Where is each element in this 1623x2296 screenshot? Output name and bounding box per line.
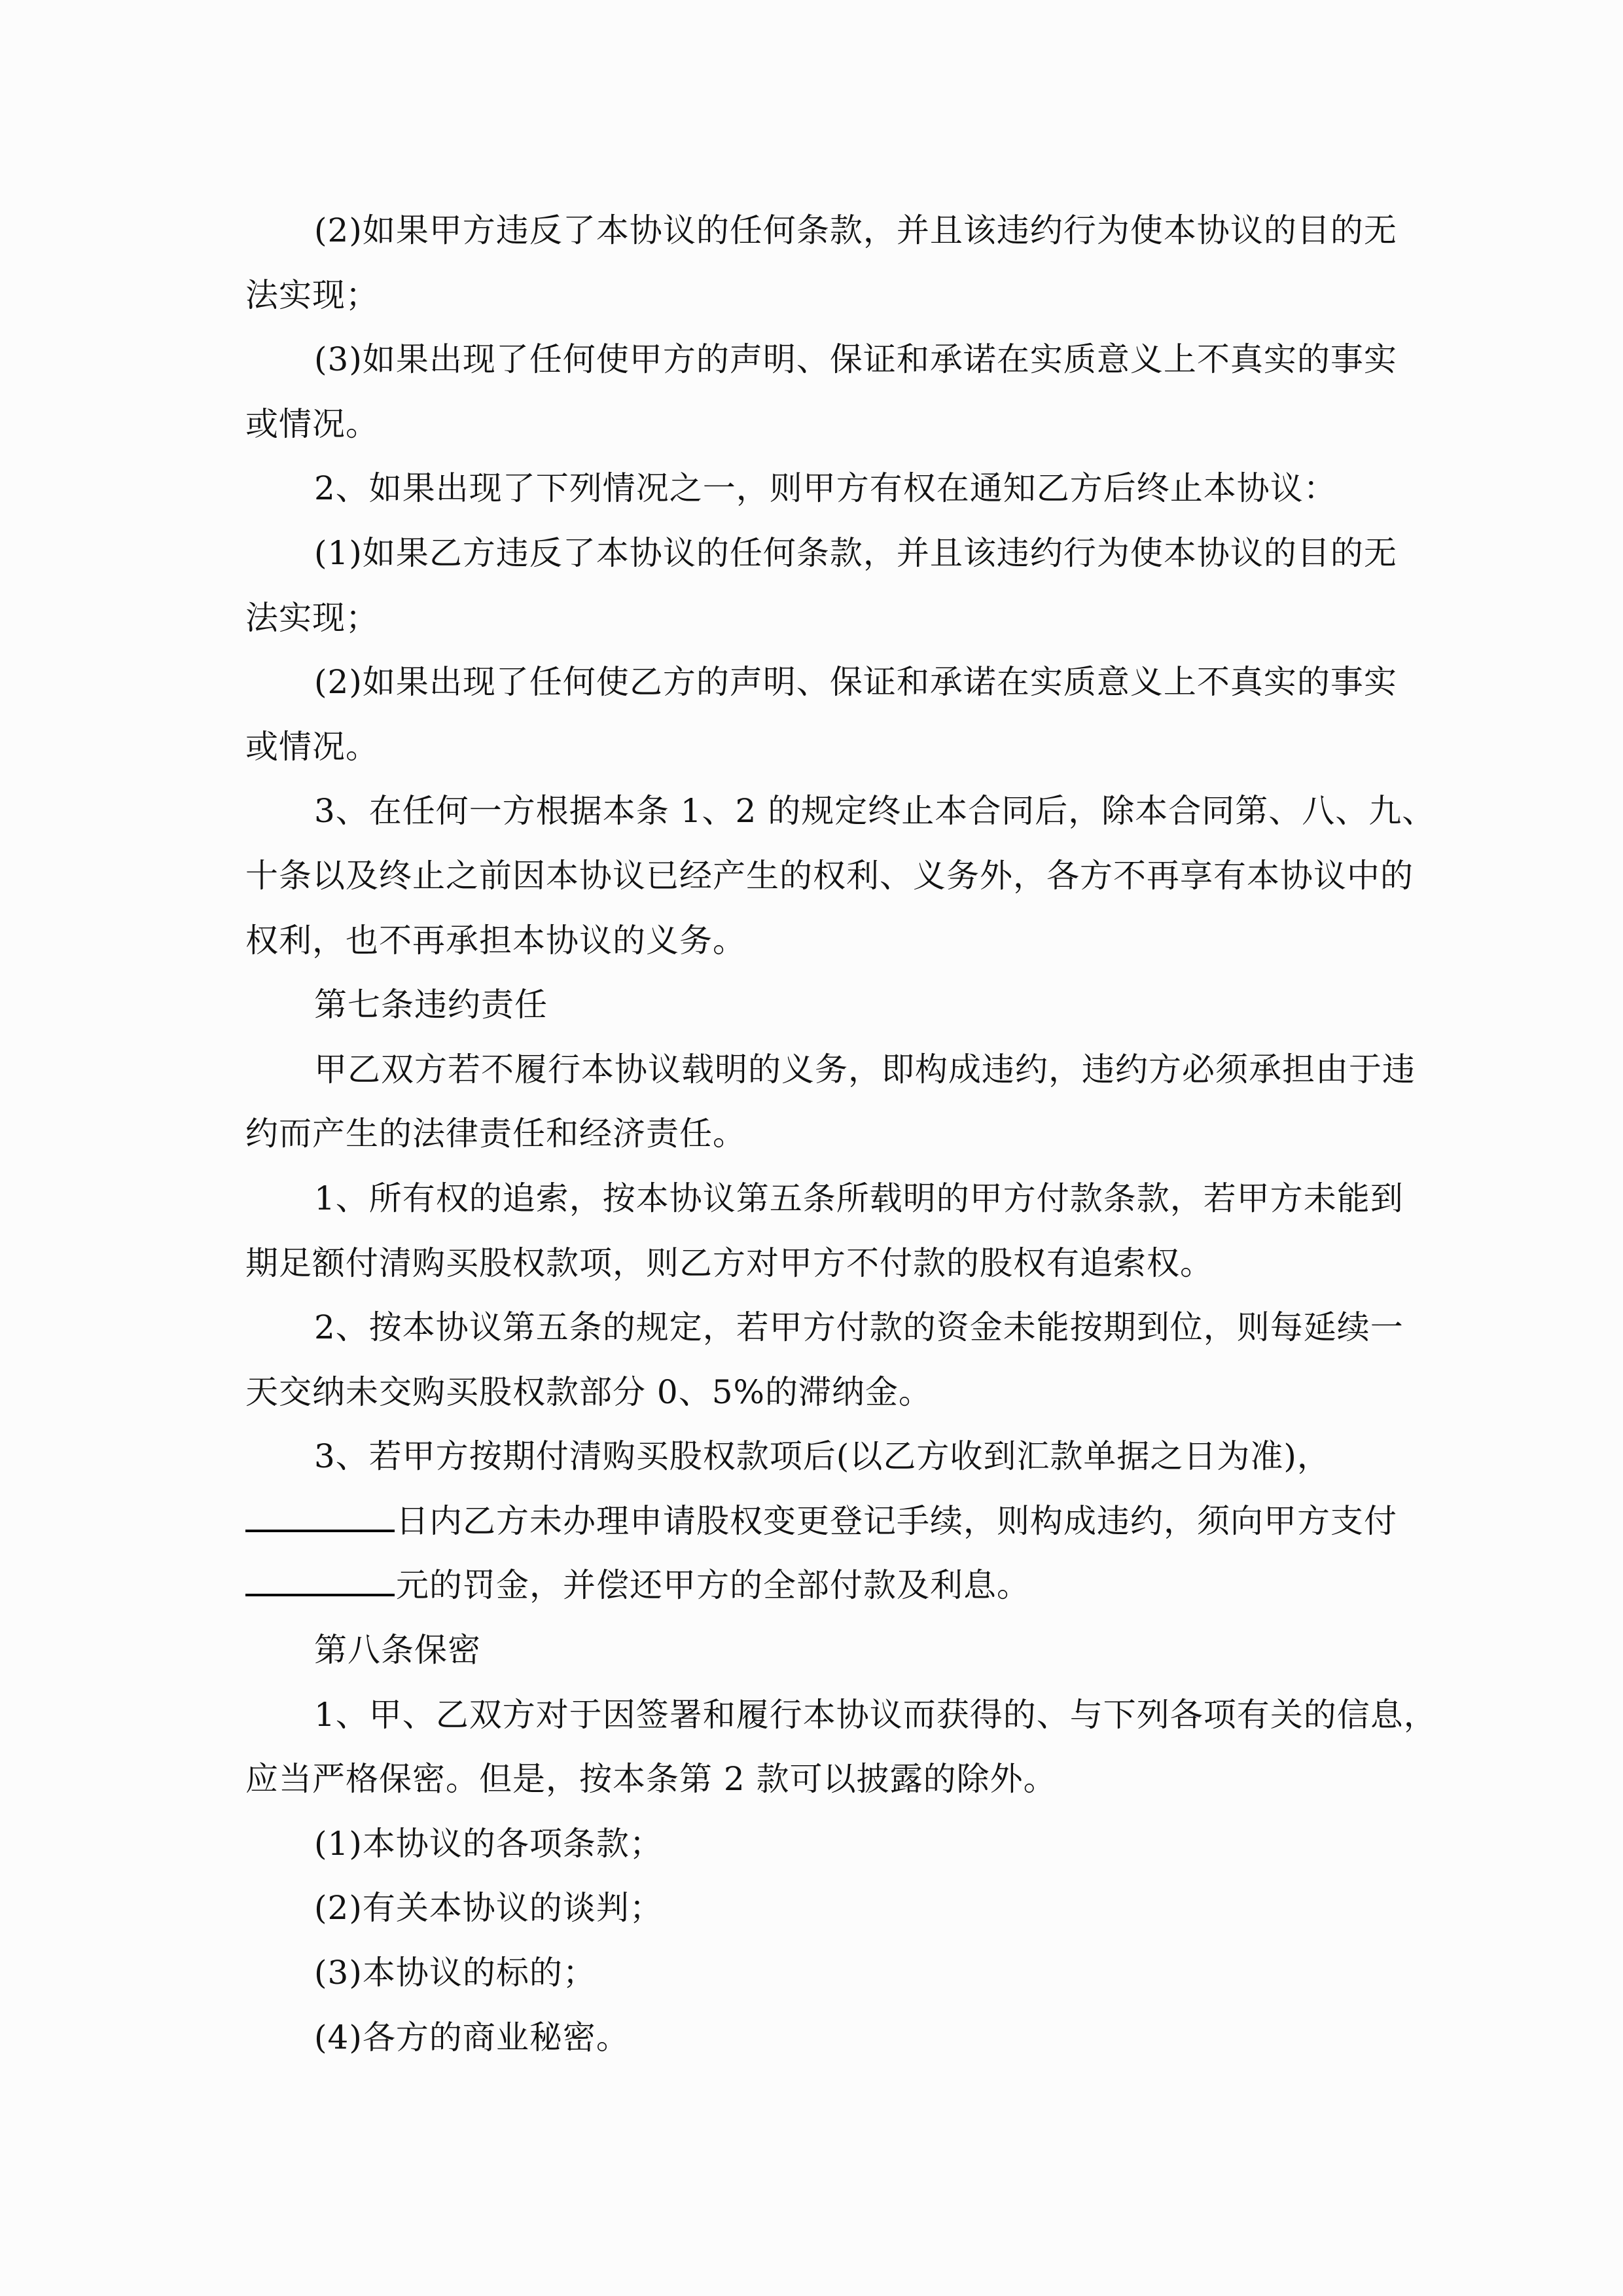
text-line — [245, 1360, 1417, 1425]
text-line-content: 或情况。 — [245, 727, 379, 766]
text-line-content: 1、甲、乙双方对于因签署和履行本协议而获得的、与下列各项有关的信息， — [314, 1695, 1437, 1734]
text-line-content: 法实现； — [245, 276, 379, 314]
text-line — [245, 1037, 1417, 1102]
text-line — [245, 456, 1417, 521]
text-line-content: 约而产生的法律责任和经济责任。 — [245, 1115, 746, 1153]
text-line — [245, 779, 1436, 844]
text-line — [245, 1424, 1417, 1489]
fill-in-blank — [245, 1594, 395, 1596]
text-line — [245, 198, 1417, 263]
text-line-content: (1)本协议的各项条款； — [314, 1824, 663, 1863]
text-line — [245, 1102, 1417, 1166]
text-line — [245, 973, 1417, 1037]
text-line-content: (2)如果甲方违反了本协议的任何条款，并且该违约行为使本协议的目的无 — [314, 211, 1397, 249]
text-line — [245, 1747, 1417, 1812]
text-line — [245, 844, 1417, 908]
text-line-content: 3、若甲方按期付清购买股权款项后(以乙方收到汇款单据之日为准)， — [314, 1437, 1330, 1476]
text-line — [245, 2005, 1417, 2070]
text-line — [245, 263, 1417, 328]
text-line-content: 期足额付清购买股权款项，则乙方对甲方不付款的股权有追索权。 — [245, 1244, 1213, 1282]
text-line — [245, 1618, 1417, 1683]
text-line — [245, 1231, 1417, 1296]
text-line — [245, 1812, 1417, 1876]
text-line — [245, 521, 1417, 586]
text-line — [245, 1295, 1417, 1360]
text-line-content: 2、按本协议第五条的规定，若甲方付款的资金未能按期到位，则每延续一 — [314, 1308, 1404, 1347]
text-line-content: (2)如果出现了任何使乙方的声明、保证和承诺在实质意义上不真实的事实 — [314, 663, 1397, 702]
text-line — [245, 1166, 1417, 1231]
text-line-content: 应当严格保密。但是，按本条第 2 款可以披露的除外。 — [245, 1760, 1057, 1799]
text-line-content: 法实现； — [245, 598, 379, 637]
text-line-content: 甲乙双方若不履行本协议载明的义务，即构成违约，违约方必须承担由于违 — [314, 1050, 1416, 1088]
text-line-content: 第七条违约责任 — [314, 986, 548, 1024]
text-line-content: (3)本协议的标的； — [314, 1954, 596, 1992]
text-line — [245, 1876, 1417, 1941]
text-line-content: 或情况。 — [245, 404, 379, 443]
text-line-content: (2)有关本协议的谈判； — [314, 1889, 663, 1928]
text-line-content: 3、在任何一方根据本条 1、2 的规定终止本合同后，除本合同第、八、九、 — [314, 792, 1436, 831]
document-body — [245, 198, 1437, 2070]
text-line — [245, 392, 1417, 457]
text-line-content: 日内乙方未办理申请股权变更登记手续，则构成违约，须向甲方支付 — [396, 1501, 1397, 1540]
text-line-content: 天交纳未交购买股权款部分 0、5%的滞纳金。 — [245, 1372, 933, 1411]
text-line-content: 1、所有权的追索，按本协议第五条所载明的甲方付款条款，若甲方未能到 — [314, 1179, 1404, 1217]
text-line-content: 2、如果出现了下列情况之一，则甲方有权在通知乙方后终止本协议： — [314, 469, 1337, 508]
text-line — [245, 1553, 1417, 1618]
text-line — [245, 327, 1417, 392]
text-line — [245, 650, 1417, 715]
text-line-content: 十条以及终止之前因本协议已经产生的权利、义务外，各方不再享有本协议中的 — [245, 856, 1414, 895]
text-line — [245, 586, 1417, 651]
text-line — [245, 908, 1417, 973]
text-line-content: (4)各方的商业秘密。 — [314, 2018, 630, 2056]
fill-in-blank — [245, 1530, 395, 1532]
text-line-content: (1)如果乙方违反了本协议的任何条款，并且该违约行为使本协议的目的无 — [314, 533, 1397, 572]
text-line — [245, 1683, 1437, 1748]
text-line-content: 第八条保密 — [314, 1631, 481, 1670]
text-line-content: 元的罚金，并偿还甲方的全部付款及利息。 — [396, 1566, 1030, 1605]
text-line — [245, 715, 1417, 780]
text-line — [245, 1941, 1417, 2005]
text-line — [245, 1489, 1417, 1554]
text-line-content: (3)如果出现了任何使甲方的声明、保证和承诺在实质意义上不真实的事实 — [314, 340, 1397, 379]
text-line-content: 权利，也不再承担本协议的义务。 — [245, 921, 746, 960]
